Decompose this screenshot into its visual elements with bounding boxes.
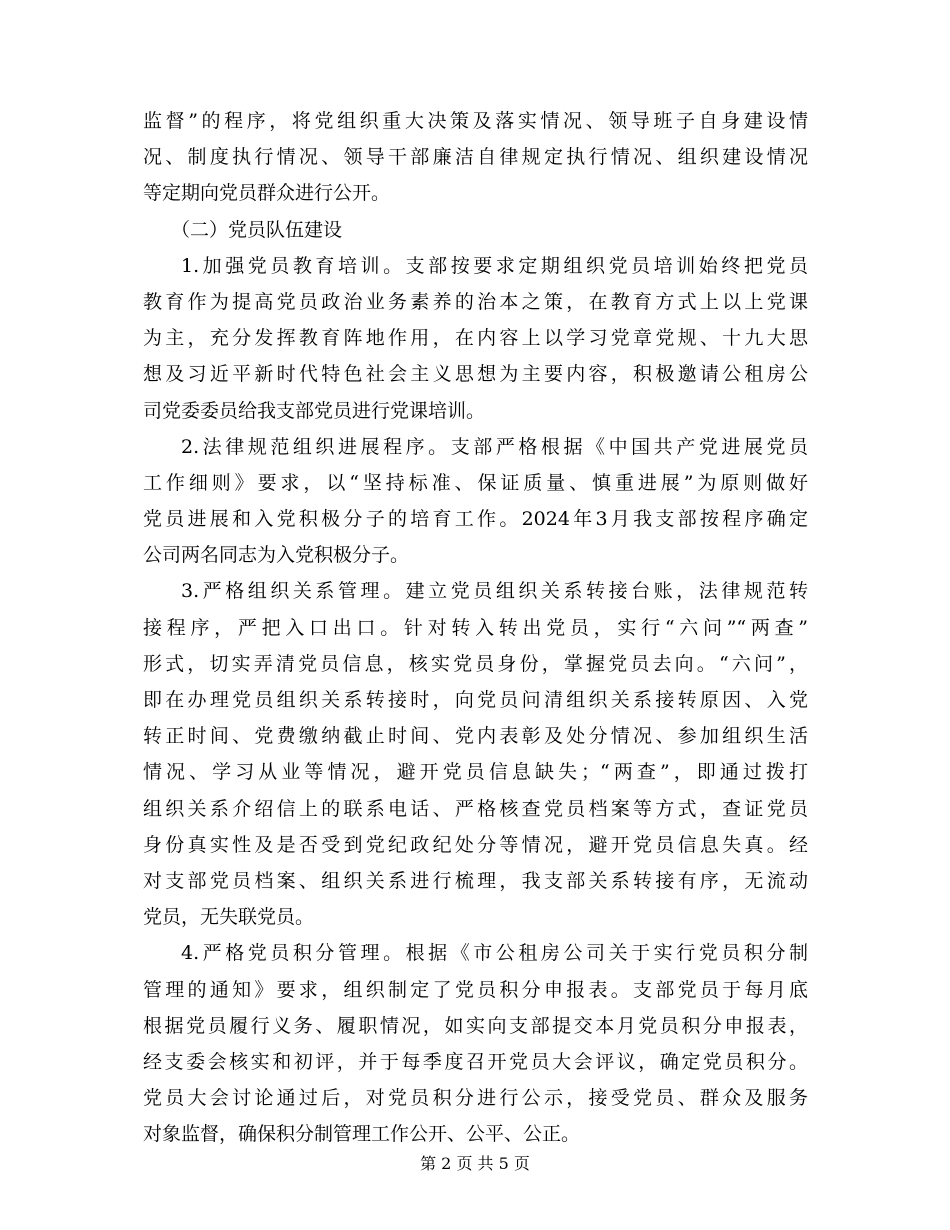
text-line: 情况、学习从业等情况，避开党员信息缺失；“两查”，即通过拨打 [143, 761, 808, 784]
text-line: 身份真实性及是否受到党纪政纪处分等情况，避开党员信息失真。经 [143, 833, 808, 856]
page-number-footer: 第 2 页 共 5 页 [420, 1154, 530, 1173]
text-line: 司党委委员给我支部党员进行党课培训。 [143, 399, 486, 422]
paragraph-relationship-management [143, 573, 808, 935]
text-line: 形式，切实弄清党员信息，核实党员身份，掌握党员去向。“六问”， [143, 652, 808, 675]
paragraph-development-procedure [143, 429, 808, 574]
text-line: 为主，充分发挥教育阵地作用，在内容上以学习党章党规、十九大思 [143, 327, 808, 350]
text-line: 教育作为提高党员政治业务素养的治本之策，在教育方式上以上党课 [143, 290, 808, 313]
text-line: 组织关系介绍信上的联系电话、严格核查党员档案等方式，查证党员 [143, 797, 808, 820]
text-line: 工作细则》要求，以“坚持标准、保证质量、慎重进展”为原则做好 [143, 471, 808, 494]
text-line: 根据党员履行义务、履职情况，如实向支部提交本月党员积分申报表， [143, 1014, 808, 1037]
text-line: 2.法律规范组织进展程序。支部严格根据《中国共产党进展党员 [181, 435, 808, 458]
text-line: 3.严格组织关系管理。建立党员组织关系转接台账，法律规范转 [181, 580, 808, 603]
text-line: 即在办理党员组织关系转接时，向党员问清组织关系接转原因、入党 [143, 689, 808, 711]
text-line: 转正时间、党费缴纳截止时间、党内表彰及处分情况、参加组织生活 [143, 725, 808, 748]
text-line: 对支部党员档案、组织关系进行梳理，我支部关系转接有序，无流动 [143, 869, 808, 892]
text-line: 党员大会讨论通过后，对党员积分进行公示，接受党员、群众及服务 [143, 1087, 808, 1110]
text-line: 监督”的程序，将党组织重大决策及落实情况、领导班子自身建设情 [143, 110, 808, 132]
document-body [143, 103, 808, 1152]
section-heading: （二）党员队伍建设 [171, 218, 343, 241]
paragraph-education-training [143, 248, 808, 429]
text-line: 想及习近平新时代特色社会主义思想为主要内容，积极邀请公租房公 [143, 363, 808, 386]
text-line: 等定期向党员群众进行公开。 [143, 182, 391, 205]
text-line: 对象监督，确保积分制管理工作公开、公平、公正。 [143, 1123, 581, 1146]
text-line: 管理的通知》要求，组织制定了党员积分申报表。支部党员于每月底 [143, 978, 808, 1001]
paragraph-points-management [143, 935, 808, 1152]
text-line: 公司两名同志为入党积极分子。 [143, 544, 410, 567]
text-line: 党员进展和入党积极分子的培育工作。2024年3月我支部按程序确定 [143, 508, 808, 531]
paragraph-continuation [143, 103, 808, 212]
text-line: 接程序，严把入口出口。针对转入转出党员，实行“六问”“两查” [143, 616, 808, 639]
text-line: 经支委会核实和初评，并于每季度召开党员大会评议，确定党员积分。 [143, 1050, 808, 1073]
text-line: 况、制度执行情况、领导干部廉洁自律规定执行情况、组织建设情况 [143, 146, 808, 169]
text-line: 4.严格党员积分管理。根据《市公租房公司关于实行党员积分制 [181, 942, 808, 965]
text-line: 1.加强党员教育培训。支部按要求定期组织党员培训始终把党员 [181, 254, 808, 277]
text-line: 党员，无失联党员。 [143, 906, 315, 929]
